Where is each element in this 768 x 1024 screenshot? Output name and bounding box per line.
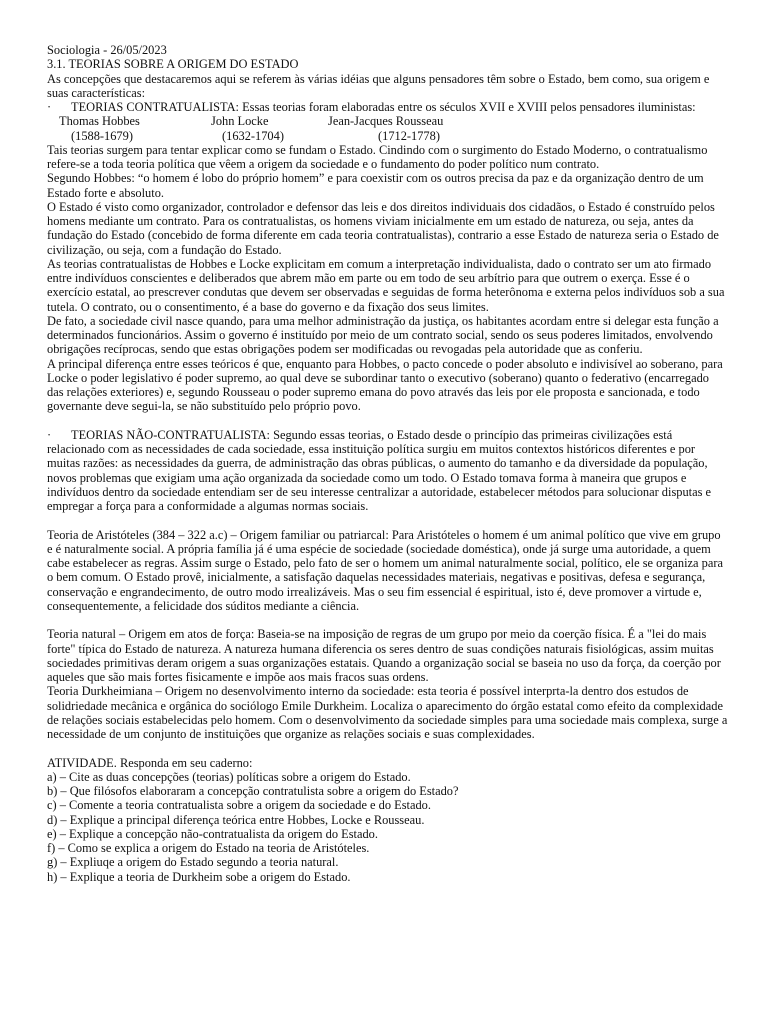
activity-heading: ATIVIDADE. Responda em seu caderno: [47,755,253,770]
contract-paragraph: O Estado é visto como organizador, controlador e defensor das leis e dos direitos individuais dos cidadãos, o Estado é construído pelos homens mediante um contrato. Para os contratualistas, os homens viviam inicialmente em um estado de natureza, ou seja, antes da fundação do Estado (concebido de forma diferente em cada teoria contratualistas), contrario a esse Estado de natureza seria o Estado de civilização, ou seja, com a fundação do Estado. [47,199,719,257]
author-years-locke: (1632-1704) [222,128,284,143]
author-name-hobbes: Thomas Hobbes [59,114,140,129]
bullet-marker: · [47,100,52,114]
contract-paragraph: De fato, a sociedade civil nasce quando, para uma melhor administração da justiça, os habitantes acordam entre si delegar esta função a determinados funcionários. Assim o governo é instituído por meio de um contrato social, sendo os seus poderes limitados, envolvendo obrigações recíprocas, sendo que estas obrigações podem ser modificadas ou revogadas pela autoridade que as conferiu. [47,313,719,357]
authors-names-row [47,114,728,128]
author-years-rousseau: (1712-1778) [378,128,440,143]
document-header: Sociologia - 26/05/2023 [47,43,167,57]
activity-item: g) – Expliuqe a origem do Estado segundo a teoria natural. [47,855,339,870]
noncontract-theories-paragraph [47,428,728,514]
durkheim-theory-paragraph: Teoria Durkheimiana – Origem no desenvolvimento interno da sociedade: esta teoria é possível interprta-la dentro dos estudos de solidriedade mecânica e orgânica do sociólogo Emile Durkheim. Localiza o aparecimento do órgão estatal como efeito da complexidade de relações sociais estabelecidas pelo homem. Com o desenvolvimento da sociedade simples para uma sociedade mais complexa, surge a necessidade de um conjunto de instituições que organize as relações sociais e suas complexidades. [47,684,728,741]
activity-item: e) – Explique a concepção não-contratualista da origem do Estado. [47,826,378,841]
contract-paragraph: As teorias contratualistas de Hobbes e Locke explicitam em comum a interpretação individualista, dado o contrato ser um ato firmado entre indivíduos conscientes e deliberados que abrem mão em parte ou em todo de seu arbítrio para que outrem o exerça. Esse é o exercício estatal, ao prescrever condutas que devem ser observadas e seguidas de forma heterônoma e externa pelos indivíduos sob a sua tutela. O contrato, ou o consentimento, é a base do governo e da fixação dos seus limites. [47,256,725,314]
activity-item: f) – Como se explica a origem do Estado na teoria de Aristóteles. [47,841,370,855]
spacer [47,414,728,428]
contract-paragraph: A principal diferença entre esses teóricos é que, enquanto para Hobbes, o pacto concede o poder absoluto e indivisível ao soberano, para Locke o poder legislativo é poder supremo, ao qual deve se subordinar tanto o executivo (soberano) quanto o federativo (encarregado das relações exteriores) e, segundo Rousseau o poder supremo emana do povo através das leis por ele proposta e sancionada, e todo governante deve segui-la, se não substituído pelo próprio povo. [47,356,723,414]
activity-item: h) – Explique a teoria de Durkheim sobe a origem do Estado. [47,869,351,884]
activity-item: a) – Cite as duas concepções (teorias) políticas sobre a origem do Estado. [47,769,411,784]
spacer [47,741,728,755]
noncontract-text: TEORIAS NÃO-CONTRATUALISTA: Segundo essas teorias, o Estado desde o princípio das primeiras civilizações está relacionado com as necessidades de cada sociedade, essa instituição política surgiu em muitos contextos históricos diferentes e por muitas razões: as necessidades da guerra, de administração das obras públicas, o aumento do tamanho e da diversidade da população, novos problemas que exigiam uma ação organizada da sociedade como um todo. O Estado tomava forma à maneira que grupos e indivíduos dentro da sociedade entendiam ser de seu interesse centralizar a autoridade, estabelecer métodos para solucionar disputas e empregar a força para a conformidade a algumas normas sociais. [47,427,712,513]
natural-theory-paragraph: Teoria natural – Origem em atos de força: Baseia-se na imposição de regras de um grupo por meio da coerção física. É a "lei do mais forte" típica do Estado de natureza. A natureza humana diferencia os seres dentro de suas condições naturais fisiológicas, assim muitas sociedades primitivas deram origem a suas organizações estatais. Quando a organização social se baseia no uso da força, da coerção por aqueles que são mais fortes fisicamente e impõe aos mais fracos suas ordens. [47,627,721,684]
intro-paragraph: As concepções que destacaremos aqui se referem às várias idéias que alguns pensadores têm sobre o Estado, bem como, sua origem e suas características: [47,71,710,100]
author-name-locke: John Locke [211,114,269,129]
bullet-marker: · [47,427,52,442]
section-title: 3.1. TEORIAS SOBRE A ORIGEM DO ESTADO [47,57,299,72]
authors-years-row [47,129,728,143]
contract-theories-heading [47,100,728,114]
activity-list [47,770,728,884]
activity-item: c) – Comente a teoria contratualista sobre a origem da sociedade e do Estado. [47,798,431,813]
author-years-hobbes: (1588-1679) [71,128,133,143]
contract-paragraph: Tais teorias surgem para tentar explicar como se fundam o Estado. Cindindo com o surgimento do Estado Moderno, o contratualismo refere-se a toda teoria política que vêem a origem da sociedade e o fundamento do poder político num contrato. [47,142,708,171]
contract-heading-text: TEORIAS CONTRATUALISTA: Essas teorias foram elaboradas entre os séculos XVII e XVIII pelos pensadores iluministas: [71,100,696,114]
author-name-rousseau: Jean-Jacques Rousseau [328,114,444,129]
spacer [47,513,728,527]
aristotle-theory-paragraph: Teoria de Aristóteles (384 – 322 a.c) – Origem familiar ou patriarcal: Para Aristóteles o homem é um animal político que vive em grupo e é naturalmente social. A própria família já é uma espécie de sociedade (sociedade doméstica), onde já surge uma autoridade, a quem cabe estabelecer as regras. Assim surge o Estado, pelo fato de ser o homem um animal naturalmente social, político, ele se organiza para o bem comum. O Estado provê, inicialmente, a satisfação daquelas necessidades materiais, negativas e positivas, defesa e segurança, conservação e engrandecimento, de outro modo irrealizáveis. Mas o seu fim essencial é espiritual, isto é, deve promover a virtude e, consequentemente, a felicidade dos súditos mediante a ciência. [47,527,723,613]
spacer [47,613,728,627]
activity-item: d) – Explique a principal diferença teórica entre Hobbes, Locke e Rousseau. [47,812,425,827]
contract-paragraph: Segundo Hobbes: “o homem é lobo do próprio homem” e para coexistir com os outros precisa da paz e da organização dentro de um Estado forte e absoluto. [47,171,704,200]
activity-item: b) – Que filósofos elaboraram a concepção contratulista sobre a origem do Estado? [47,784,459,798]
